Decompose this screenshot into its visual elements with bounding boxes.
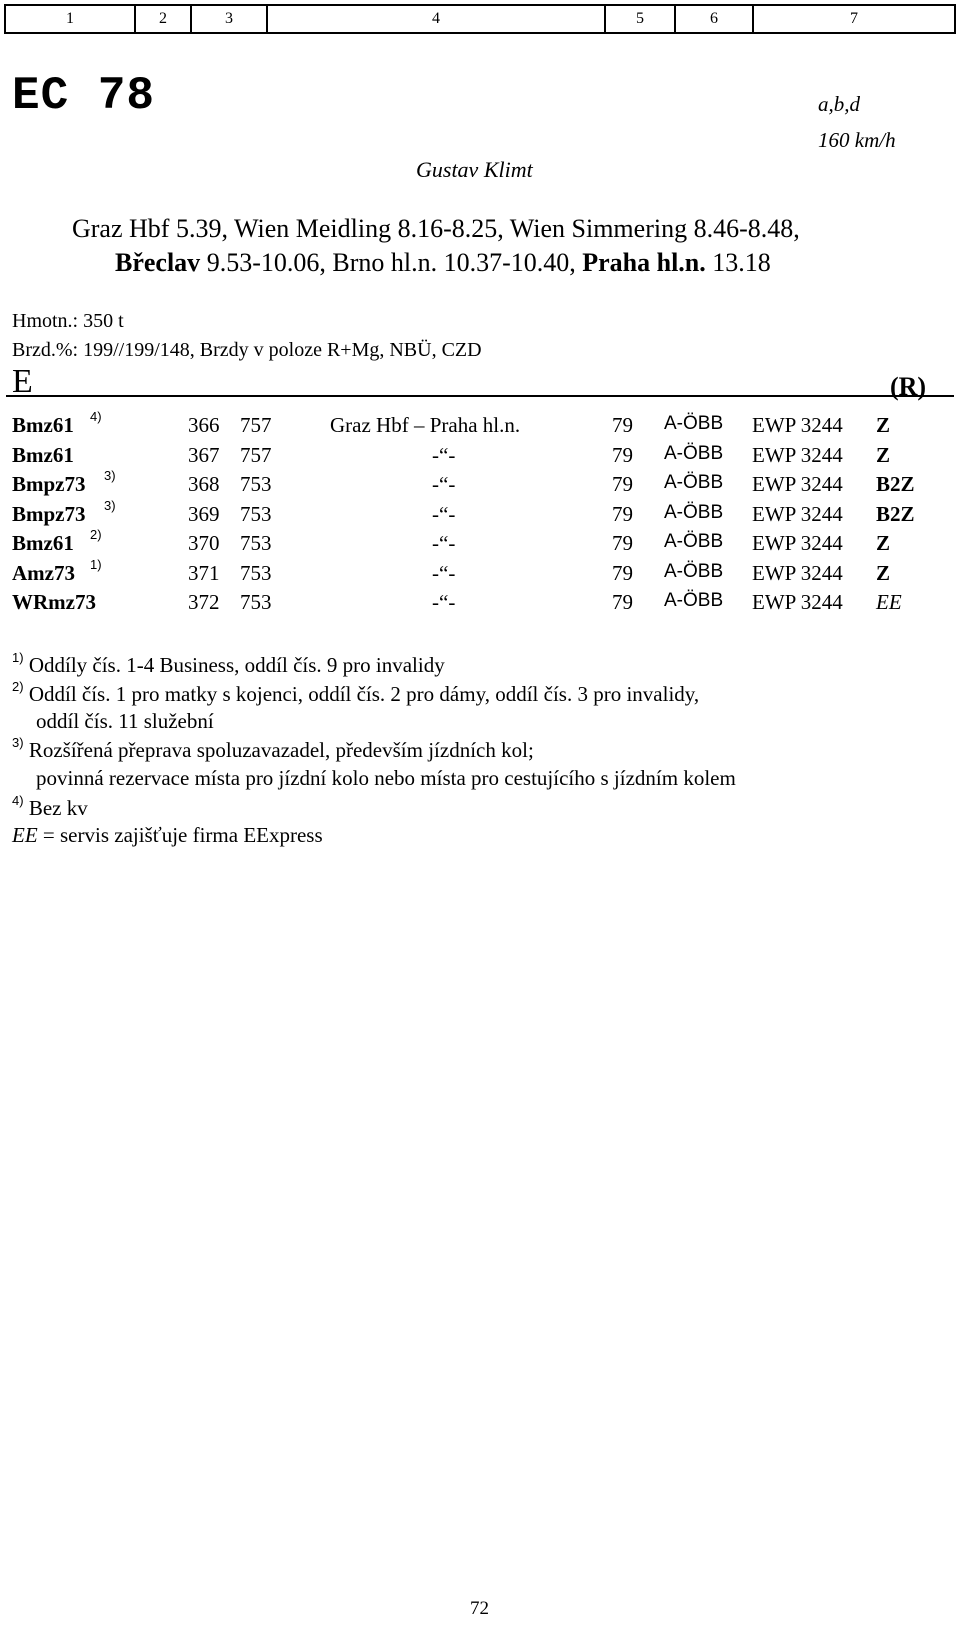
route-line-1: Graz Hbf 5.39, Wien Meidling 8.16-8.25, Wien Simmering 8.46-8.48, (72, 214, 800, 243)
car-code: 753 (240, 590, 272, 614)
car-value: 79 (612, 590, 633, 614)
footnote-3 (12, 737, 534, 763)
car-owner: A-ÖBB (664, 531, 724, 552)
car-owner: A-ÖBB (664, 560, 724, 582)
car-mark: Z (876, 531, 891, 555)
car-number: 369 (188, 501, 220, 526)
car-row (0, 409, 960, 441)
car-route: -“- (432, 590, 456, 614)
route-station-breclav: Břeclav (115, 248, 201, 277)
brake-info: Brzd.%: 199//199/148, Brzdy v poloze R+Mg, NBÜ, CZD (12, 339, 482, 361)
car-type: Bmz61 (12, 413, 74, 437)
column-header-strip (4, 4, 956, 34)
car-mark: Z (876, 442, 891, 467)
footnote-text: Oddíl čís. 1 pro matky s kojenci, oddíl čís. 2 pro dámy, oddíl čís. 3 pro invalidy, (28, 682, 700, 706)
section-note: (R) (890, 372, 927, 401)
car-value: 79 (612, 531, 633, 555)
car-mark: EE (876, 590, 902, 614)
column-header: 4 (268, 6, 606, 32)
car-ewp: EWP 3244 (752, 560, 843, 585)
car-ewp: EWP 3244 (752, 501, 843, 526)
car-row (0, 556, 960, 589)
car-ewp: EWP 3244 (752, 531, 843, 555)
car-row (0, 443, 960, 471)
car-type: Bmpz73 (12, 472, 86, 496)
footnote-marker: 4) (12, 793, 24, 808)
footnote-4 (12, 795, 88, 821)
footnote-text: Bez kv (28, 796, 88, 820)
footnote-2 (12, 681, 699, 707)
car-owner: A-ÖBB (664, 413, 724, 434)
footnote-text: Rozšířená přeprava spoluzavazadel, především jízdních kol; (28, 738, 534, 762)
car-ewp: EWP 3244 (752, 413, 843, 437)
car-value: 79 (612, 472, 633, 496)
section-divider (6, 395, 954, 397)
column-header: 6 (676, 6, 754, 32)
page-number: 72 (470, 1598, 489, 1619)
column-header: 3 (192, 6, 268, 32)
car-value: 79 (612, 501, 633, 526)
footnote-2-continued: oddíl čís. 11 služební (36, 709, 214, 733)
car-number: 368 (188, 472, 220, 496)
car-row (0, 468, 960, 500)
car-route: -“- (432, 531, 456, 555)
column-header: 2 (136, 6, 192, 32)
footnote-marker: EE (12, 823, 38, 847)
train-speed: 160 km/h (818, 128, 896, 152)
car-mark: B2Z (876, 472, 915, 496)
footnote-marker: 3) (12, 735, 24, 750)
car-note: 3) (104, 468, 116, 483)
car-ewp: EWP 3244 (752, 472, 843, 496)
column-header: 5 (606, 6, 676, 32)
column-header: 7 (850, 10, 858, 27)
car-route: -“- (432, 472, 456, 496)
car-code: 753 (240, 560, 272, 585)
car-route: Graz Hbf – Praha hl.n. (330, 413, 521, 437)
footnote-3-continued: povinná rezervace místa pro jízdní kolo nebo místa pro cestujícího s jízdním kolem (36, 766, 736, 790)
car-type: WRmz73 (12, 590, 96, 614)
car-owner: A-ÖBB (664, 501, 724, 523)
car-owner: A-ÖBB (664, 590, 724, 611)
car-code: 757 (240, 442, 272, 467)
car-mark: Z (876, 413, 891, 437)
car-number: 366 (188, 413, 220, 437)
car-ewp: EWP 3244 (752, 590, 843, 614)
car-code: 753 (240, 472, 272, 496)
footnote-marker: 1) (12, 650, 24, 665)
route-line-2 (115, 248, 771, 278)
train-flags: a,b,d (818, 92, 860, 116)
car-owner: A-ÖBB (664, 442, 724, 464)
car-ewp: EWP 3244 (752, 442, 843, 467)
car-note: 2) (90, 527, 102, 542)
car-owner: A-ÖBB (664, 472, 724, 493)
footnote-1 (12, 652, 445, 678)
route-times-b: 13.18 (705, 248, 771, 277)
footnote-marker: 2) (12, 679, 24, 694)
car-type: Bmpz73 (12, 501, 86, 526)
car-row (0, 497, 960, 530)
car-note: 4) (90, 409, 102, 424)
footnote-text: = servis zajišťuje firma EExpress (37, 823, 323, 847)
car-code: 753 (240, 531, 272, 555)
car-value: 79 (612, 413, 633, 437)
car-route: -“- (432, 501, 456, 526)
car-mark: Z (876, 560, 891, 585)
car-code: 757 (240, 413, 272, 437)
car-note: 3) (104, 497, 116, 513)
car-mark: B2Z (876, 501, 915, 526)
car-type: Bmz61 (12, 442, 74, 467)
route-station-praha: Praha hl.n. (582, 248, 706, 277)
car-type: Bmz61 (12, 531, 74, 555)
car-type: Amz73 (12, 560, 75, 585)
car-number: 371 (188, 560, 220, 585)
car-code: 753 (240, 501, 272, 526)
car-row (0, 590, 960, 618)
train-number: EC 78 (12, 70, 156, 122)
car-value: 79 (612, 442, 633, 467)
car-route: -“- (432, 442, 456, 467)
car-row (0, 527, 960, 559)
column-header: 1 (6, 6, 136, 32)
car-value: 79 (612, 560, 633, 585)
footnote-ee (12, 823, 323, 848)
car-note: 1) (90, 556, 102, 572)
train-name: Gustav Klimt (416, 157, 533, 182)
car-number: 370 (188, 531, 220, 555)
car-number: 372 (188, 590, 220, 614)
car-number: 367 (188, 442, 220, 467)
route-times-a: 9.53-10.06, Brno hl.n. 10.37-10.40, (200, 248, 583, 277)
car-route: -“- (432, 560, 456, 585)
train-mass: Hmotn.: 350 t (12, 310, 124, 332)
section-letter: E (12, 363, 33, 400)
footnote-text: Oddíly čís. 1-4 Business, oddíl čís. 9 pro invalidy (28, 653, 445, 677)
